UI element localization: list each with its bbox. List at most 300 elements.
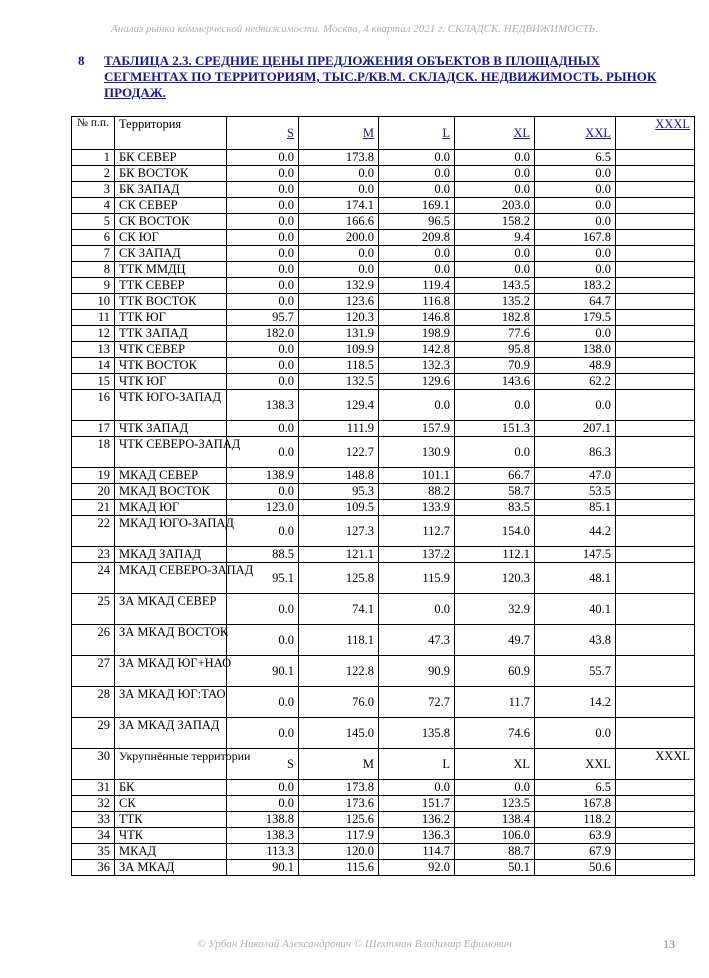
cell-l: 72.7: [379, 687, 455, 718]
cell-l: 88.2: [379, 484, 455, 500]
table-row: [72, 812, 695, 828]
cell-xl: 143.6: [455, 374, 535, 390]
cell-l: 136.2: [379, 812, 455, 828]
cell-xl: 0.0: [455, 437, 535, 468]
subheader-s: S: [227, 749, 299, 780]
cell-xxxl: [616, 230, 695, 246]
cell-xxxl: [616, 500, 695, 516]
cell-xl: 0.0: [455, 390, 535, 421]
cell-xxxl: [616, 246, 695, 262]
row-number: 4: [72, 198, 115, 214]
table-row: [72, 796, 695, 812]
cell-xxxl: [616, 828, 695, 844]
row-number: 23: [72, 547, 115, 563]
table-row: [72, 563, 695, 594]
table-row: [72, 342, 695, 358]
table-row: [72, 150, 695, 166]
row-number: 14: [72, 358, 115, 374]
subheader-xxxl: XXXL: [616, 749, 695, 780]
cell-m: 127.3: [299, 516, 379, 547]
cell-m: 131.9: [299, 326, 379, 342]
cell-l: 137.2: [379, 547, 455, 563]
territory-cell: ЗА МКАД: [115, 860, 227, 876]
cell-xxl: 48.1: [535, 563, 616, 594]
cell-l: 0.0: [379, 594, 455, 625]
territory-cell: ЗА МКАД ВОСТОК: [115, 625, 227, 656]
cell-xxl: 0.0: [535, 166, 616, 182]
territory-cell: БК СЕВЕР: [115, 150, 227, 166]
cell-m: 0.0: [299, 166, 379, 182]
row-number: 30: [72, 749, 115, 780]
row-number: 22: [72, 516, 115, 547]
territory-cell: ЧТК ЮГ: [115, 374, 227, 390]
territory-cell: ТТК: [115, 812, 227, 828]
cell-xxxl: [616, 625, 695, 656]
column-header-xxl[interactable]: XXL: [535, 117, 616, 150]
territory-cell: БК: [115, 780, 227, 796]
cell-xl: 154.0: [455, 516, 535, 547]
running-title: Анализ рынка коммерческой недвижимости. Москва, 4 квартал 2021 г. СКЛАДСК. НЕДВИЖИМОСТЬ.: [111, 23, 598, 35]
cell-xxxl: [616, 484, 695, 500]
cell-xxl: 0.0: [535, 718, 616, 749]
row-number: 24: [72, 563, 115, 594]
cell-l: 92.0: [379, 860, 455, 876]
cell-xl: 66.7: [455, 468, 535, 484]
cell-xxxl: [616, 150, 695, 166]
cell-l: 0.0: [379, 262, 455, 278]
cell-m: 0.0: [299, 182, 379, 198]
cell-xxxl: [616, 374, 695, 390]
page-number: 13: [663, 937, 675, 951]
territory-cell: ЗА МКАД ЗАПАД: [115, 718, 227, 749]
cell-l: 0.0: [379, 246, 455, 262]
cell-xxxl: [616, 294, 695, 310]
row-number: 10: [72, 294, 115, 310]
cell-l: 133.9: [379, 500, 455, 516]
cell-m: 145.0: [299, 718, 379, 749]
territory-cell: ЗА МКАД ЮГ:ТАО: [115, 687, 227, 718]
cell-xxxl: [616, 358, 695, 374]
cell-xl: 58.7: [455, 484, 535, 500]
table-row: [72, 230, 695, 246]
table-row: [72, 687, 695, 718]
cell-m: 123.6: [299, 294, 379, 310]
table-row: [72, 780, 695, 796]
cell-s: 0.0: [227, 484, 299, 500]
cell-s: 95.1: [227, 563, 299, 594]
cell-s: 0.0: [227, 262, 299, 278]
cell-xl: 32.9: [455, 594, 535, 625]
territory-cell: ЧТК ЮГО-ЗАПАД: [115, 390, 227, 421]
table-row: [72, 860, 695, 876]
cell-s: 90.1: [227, 656, 299, 687]
cell-xl: 95.8: [455, 342, 535, 358]
cell-m: 115.6: [299, 860, 379, 876]
cell-xl: 70.9: [455, 358, 535, 374]
cell-s: 0.0: [227, 278, 299, 294]
territory-cell: ТТК СЕВЕР: [115, 278, 227, 294]
cell-xxl: 43.8: [535, 625, 616, 656]
cell-s: 0.0: [227, 421, 299, 437]
cell-s: 0.0: [227, 214, 299, 230]
territory-cell: МКАД ЮГ: [115, 500, 227, 516]
cell-s: 0.0: [227, 437, 299, 468]
cell-xxxl: [616, 421, 695, 437]
cell-xl: 49.7: [455, 625, 535, 656]
cell-xxxl: [616, 437, 695, 468]
cell-l: 112.7: [379, 516, 455, 547]
cell-m: 132.9: [299, 278, 379, 294]
cell-xl: 0.0: [455, 780, 535, 796]
territory-cell: СК ВОСТОК: [115, 214, 227, 230]
cell-s: 0.0: [227, 294, 299, 310]
cell-xl: 138.4: [455, 812, 535, 828]
cell-xxxl: [616, 310, 695, 326]
table-row: [72, 310, 695, 326]
row-number: 16: [72, 390, 115, 421]
cell-s: 0.0: [227, 516, 299, 547]
territory-cell: ЧТК СЕВЕР: [115, 342, 227, 358]
cell-s: 138.8: [227, 812, 299, 828]
cell-xxl: 167.8: [535, 796, 616, 812]
cell-xxl: 62.2: [535, 374, 616, 390]
cell-xxl: 14.2: [535, 687, 616, 718]
cell-xl: 83.5: [455, 500, 535, 516]
row-number: 34: [72, 828, 115, 844]
cell-s: 0.0: [227, 374, 299, 390]
cell-s: 138.3: [227, 828, 299, 844]
cell-m: 76.0: [299, 687, 379, 718]
table-row: [72, 625, 695, 656]
territory-cell: СК: [115, 796, 227, 812]
table-row: [72, 390, 695, 421]
cell-xxxl: [616, 812, 695, 828]
row-number: 15: [72, 374, 115, 390]
cell-xl: 0.0: [455, 150, 535, 166]
table-body-aggregated-values: [72, 780, 695, 876]
cell-xxxl: [616, 860, 695, 876]
cell-s: 0.0: [227, 687, 299, 718]
row-number: 17: [72, 421, 115, 437]
territory-cell: ЧТК: [115, 828, 227, 844]
cell-m: 132.5: [299, 374, 379, 390]
territory-cell: СК ЗАПАД: [115, 246, 227, 262]
table-row: [72, 468, 695, 484]
cell-l: 0.0: [379, 166, 455, 182]
cell-s: 0.0: [227, 198, 299, 214]
cell-xl: 112.1: [455, 547, 535, 563]
cell-m: 166.6: [299, 214, 379, 230]
cell-m: 74.1: [299, 594, 379, 625]
table-row: [72, 358, 695, 374]
cell-xxl: 0.0: [535, 390, 616, 421]
cell-xxl: 55.7: [535, 656, 616, 687]
table-row: [72, 718, 695, 749]
cell-l: 151.7: [379, 796, 455, 812]
table-row: [72, 547, 695, 563]
cell-xxl: 147.5: [535, 547, 616, 563]
table-body: [72, 150, 695, 749]
cell-s: 0.0: [227, 246, 299, 262]
cell-m: 120.3: [299, 310, 379, 326]
cell-m: 174.1: [299, 198, 379, 214]
column-header-num: № п.п.: [72, 117, 115, 150]
cell-m: 0.0: [299, 262, 379, 278]
cell-l: 47.3: [379, 625, 455, 656]
table-row: [72, 656, 695, 687]
table-row: [72, 182, 695, 198]
row-number: 3: [72, 182, 115, 198]
territory-cell: ТТК ЗАПАД: [115, 326, 227, 342]
cell-xl: 182.8: [455, 310, 535, 326]
cell-xl: 0.0: [455, 182, 535, 198]
subheader-l: L: [379, 749, 455, 780]
table-row: [72, 594, 695, 625]
cell-s: 88.5: [227, 547, 299, 563]
territory-cell: ТТК ММДЦ: [115, 262, 227, 278]
cell-s: 138.9: [227, 468, 299, 484]
territory-cell: МКАД ЮГО-ЗАПАД: [115, 516, 227, 547]
cell-xxxl: [616, 687, 695, 718]
cell-s: 0.0: [227, 594, 299, 625]
column-header-l[interactable]: L: [379, 117, 455, 150]
column-header-m[interactable]: M: [299, 117, 379, 150]
row-number: 35: [72, 844, 115, 860]
cell-s: 123.0: [227, 500, 299, 516]
cell-xl: 88.7: [455, 844, 535, 860]
table-row: [72, 278, 695, 294]
cell-xl: 120.3: [455, 563, 535, 594]
table-row: [72, 294, 695, 310]
table-row: [72, 421, 695, 437]
cell-m: 125.8: [299, 563, 379, 594]
territory-cell: ЗА МКАД ЮГ+НАО: [115, 656, 227, 687]
cell-xl: 106.0: [455, 828, 535, 844]
column-header-xl[interactable]: XL: [455, 117, 535, 150]
cell-s: 0.0: [227, 780, 299, 796]
cell-m: 109.9: [299, 342, 379, 358]
cell-s: 95.7: [227, 310, 299, 326]
cell-xxxl: [616, 796, 695, 812]
cell-xxl: 6.5: [535, 150, 616, 166]
cell-xl: 11.7: [455, 687, 535, 718]
cell-xxxl: [616, 326, 695, 342]
table-title[interactable]: ТАБЛИЦА 2.3. СРЕДНИЕ ЦЕНЫ ПРЕДЛОЖЕНИЯ ОБЪЕКТОВ В ПЛОЩАДНЫХ СЕГМЕНТАХ ПО ТЕРРИТОРИЯМ, ТЫС.Р/КВ.М. СКЛАДСК. НЕДВИЖИМОСТЬ. РЫНОК ПРОДАЖ.: [104, 53, 657, 100]
table-row: [72, 844, 695, 860]
row-number: 25: [72, 594, 115, 625]
cell-s: 113.3: [227, 844, 299, 860]
row-number: 12: [72, 326, 115, 342]
cell-xxl: 167.8: [535, 230, 616, 246]
cell-xxl: 118.2: [535, 812, 616, 828]
cell-l: 96.5: [379, 214, 455, 230]
row-number: 18: [72, 437, 115, 468]
cell-s: 0.0: [227, 625, 299, 656]
table-body-aggregated: [72, 749, 695, 780]
cell-xl: 123.5: [455, 796, 535, 812]
cell-xl: 0.0: [455, 262, 535, 278]
cell-xxxl: [616, 198, 695, 214]
cell-m: 109.5: [299, 500, 379, 516]
cell-xxl: 207.1: [535, 421, 616, 437]
cell-m: 122.7: [299, 437, 379, 468]
row-number: 33: [72, 812, 115, 828]
territory-cell: СК ЮГ: [115, 230, 227, 246]
territory-cell: ЧТК ВОСТОК: [115, 358, 227, 374]
table-row: [72, 374, 695, 390]
row-number: 20: [72, 484, 115, 500]
cell-xl: 135.2: [455, 294, 535, 310]
row-number: 29: [72, 718, 115, 749]
subheader-m: M: [299, 749, 379, 780]
cell-xxl: 183.2: [535, 278, 616, 294]
cell-xxxl: [616, 594, 695, 625]
row-number: 6: [72, 230, 115, 246]
cell-m: 122.8: [299, 656, 379, 687]
cell-xxxl: [616, 563, 695, 594]
row-number: 13: [72, 342, 115, 358]
row-number: 27: [72, 656, 115, 687]
cell-xxl: 40.1: [535, 594, 616, 625]
cell-xl: 143.5: [455, 278, 535, 294]
cell-xxl: 0.0: [535, 326, 616, 342]
territory-cell: Укрупнённые территории: [115, 749, 227, 780]
cell-m: 173.8: [299, 150, 379, 166]
subheader-xl: XL: [455, 749, 535, 780]
cell-l: 157.9: [379, 421, 455, 437]
cell-xxxl: [616, 262, 695, 278]
territory-cell: БК ВОСТОК: [115, 166, 227, 182]
cell-l: 136.3: [379, 828, 455, 844]
cell-xl: 74.6: [455, 718, 535, 749]
cell-xxl: 44.2: [535, 516, 616, 547]
row-number: 26: [72, 625, 115, 656]
territory-cell: МКАД СЕВЕР: [115, 468, 227, 484]
cell-l: 115.9: [379, 563, 455, 594]
cell-xxxl: [616, 278, 695, 294]
cell-l: 0.0: [379, 182, 455, 198]
footer-copyright: © Урбан Николай Александрович © Шехтман Владимир Ефимович: [197, 938, 512, 950]
row-number: 19: [72, 468, 115, 484]
table-number: 8: [78, 53, 85, 68]
cell-s: 138.3: [227, 390, 299, 421]
table-row: [72, 516, 695, 547]
cell-xxxl: [616, 656, 695, 687]
subheader-row: [72, 749, 695, 780]
row-number: 31: [72, 780, 115, 796]
cell-l: 119.4: [379, 278, 455, 294]
cell-xxxl: [616, 390, 695, 421]
cell-s: 0.0: [227, 358, 299, 374]
column-header-s[interactable]: S: [227, 117, 299, 150]
row-number: 8: [72, 262, 115, 278]
cell-l: 135.8: [379, 718, 455, 749]
cell-xxl: 50.6: [535, 860, 616, 876]
cell-xxxl: [616, 844, 695, 860]
cell-xxl: 6.5: [535, 780, 616, 796]
cell-m: 200.0: [299, 230, 379, 246]
cell-xxxl: [616, 718, 695, 749]
cell-l: 0.0: [379, 780, 455, 796]
cell-m: 95.3: [299, 484, 379, 500]
cell-xxl: 86.3: [535, 437, 616, 468]
cell-s: 182.0: [227, 326, 299, 342]
cell-xxxl: [616, 468, 695, 484]
cell-m: 117.9: [299, 828, 379, 844]
cell-m: 120.0: [299, 844, 379, 860]
cell-l: 114.7: [379, 844, 455, 860]
cell-s: 0.0: [227, 182, 299, 198]
table-row: [72, 484, 695, 500]
cell-xxxl: [616, 182, 695, 198]
cell-xxl: 0.0: [535, 198, 616, 214]
cell-l: 132.3: [379, 358, 455, 374]
table-row: [72, 500, 695, 516]
cell-xl: 0.0: [455, 166, 535, 182]
cell-xl: 9.4: [455, 230, 535, 246]
table-row: [72, 246, 695, 262]
cell-s: 0.0: [227, 342, 299, 358]
cell-xl: 0.0: [455, 246, 535, 262]
cell-m: 173.6: [299, 796, 379, 812]
cell-xxl: 85.1: [535, 500, 616, 516]
cell-l: 209.8: [379, 230, 455, 246]
row-number: 9: [72, 278, 115, 294]
cell-l: 198.9: [379, 326, 455, 342]
row-number: 1: [72, 150, 115, 166]
row-number: 36: [72, 860, 115, 876]
column-header-territory: Территория: [115, 117, 227, 150]
cell-xxxl: [616, 342, 695, 358]
cell-xxl: 47.0: [535, 468, 616, 484]
row-number: 11: [72, 310, 115, 326]
cell-xxxl: [616, 214, 695, 230]
cell-l: 130.9: [379, 437, 455, 468]
cell-l: 142.8: [379, 342, 455, 358]
cell-m: 118.5: [299, 358, 379, 374]
cell-m: 0.0: [299, 246, 379, 262]
cell-xxl: 48.9: [535, 358, 616, 374]
territory-cell: МКАД ЗАПАД: [115, 547, 227, 563]
cell-l: 0.0: [379, 390, 455, 421]
column-header-xxxl[interactable]: XXXL: [616, 117, 695, 150]
row-number: 32: [72, 796, 115, 812]
cell-l: 146.8: [379, 310, 455, 326]
cell-xxl: 138.0: [535, 342, 616, 358]
territory-cell: ЧТК ЗАПАД: [115, 421, 227, 437]
table-row: [72, 326, 695, 342]
cell-l: 129.6: [379, 374, 455, 390]
cell-xxl: 0.0: [535, 262, 616, 278]
territory-cell: МКАД ВОСТОК: [115, 484, 227, 500]
cell-xxl: 67.9: [535, 844, 616, 860]
cell-l: 169.1: [379, 198, 455, 214]
price-table: [71, 116, 695, 876]
cell-xxxl: [616, 516, 695, 547]
cell-s: 0.0: [227, 166, 299, 182]
table-row: [72, 214, 695, 230]
territory-cell: СК СЕВЕР: [115, 198, 227, 214]
territory-cell: ТТК ЮГ: [115, 310, 227, 326]
cell-l: 101.1: [379, 468, 455, 484]
table-row: [72, 262, 695, 278]
table-row: [72, 198, 695, 214]
cell-xxl: 0.0: [535, 246, 616, 262]
cell-xxl: 179.5: [535, 310, 616, 326]
cell-m: 121.1: [299, 547, 379, 563]
territory-cell: МКАД: [115, 844, 227, 860]
cell-xl: 151.3: [455, 421, 535, 437]
